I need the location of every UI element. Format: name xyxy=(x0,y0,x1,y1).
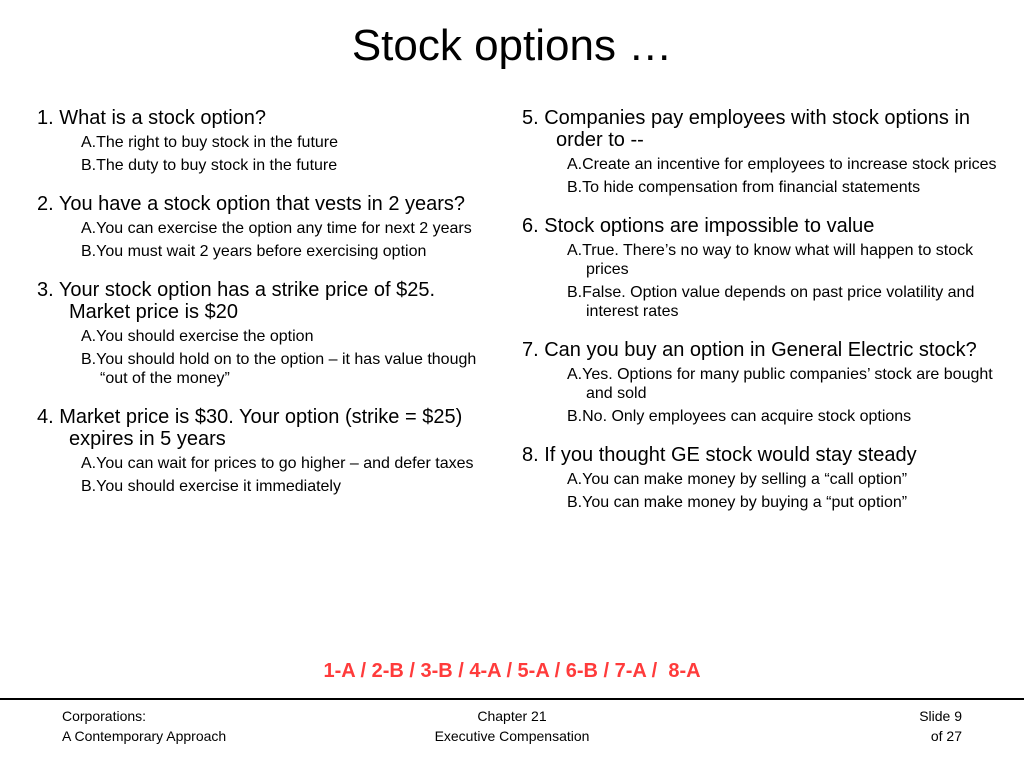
option-a: A.Yes. Options for many public companies’ stock are bought and sold xyxy=(567,366,993,402)
question-text: 5. Companies pay employees with stock options in order to -- xyxy=(522,107,971,151)
option-b: B.The duty to buy stock in the future xyxy=(81,157,338,174)
option-b: B.False. Option value depends on past price volatility and interest rates xyxy=(567,284,975,320)
question-text: 3. Your stock option has a strike price of $25. Market price is $20 xyxy=(37,279,436,323)
option-a: A.You should exercise the option xyxy=(81,328,314,345)
footer-divider xyxy=(0,698,1024,700)
footer-slide-line1: Slide 9 xyxy=(919,708,962,724)
question-text: 7. Can you buy an option in General Electric stock? xyxy=(522,339,977,361)
option-b: B.You can make money by buying a “put option” xyxy=(567,494,908,511)
footer-slide-line2: of 27 xyxy=(930,728,962,744)
question-7 xyxy=(522,339,1002,426)
footer-chapter-line1: Chapter 21 xyxy=(477,708,547,724)
slide-title: Stock options … xyxy=(351,21,673,70)
option-a: A.You can make money by selling a “call option” xyxy=(567,471,908,488)
option-b: B.You should exercise it immediately xyxy=(81,478,341,495)
question-3 xyxy=(37,279,477,388)
option-b: B.To hide compensation from financial statements xyxy=(567,179,921,196)
question-text: 4. Market price is $30. Your option (strike = $25) expires in 5 years xyxy=(37,406,463,450)
question-8 xyxy=(522,444,1002,512)
left-question-column xyxy=(37,107,477,514)
question-4 xyxy=(37,406,477,496)
option-a: A.The right to buy stock in the future xyxy=(81,134,339,151)
option-b: B.No. Only employees can acquire stock options xyxy=(567,408,912,425)
footer-course-line1: Corporations: xyxy=(62,708,147,724)
question-text: 8. If you thought GE stock would stay steady xyxy=(522,444,917,466)
question-text: 2. You have a stock option that vests in 2 years? xyxy=(37,193,466,215)
footer-chapter xyxy=(362,706,662,746)
answer-key: 1-A / 2-B / 3-B / 4-A / 5-A / 6-B / 7-A / 8-A xyxy=(323,660,701,682)
question-text: 1. What is a stock option? xyxy=(37,107,267,129)
question-text: 6. Stock options are impossible to value xyxy=(522,215,875,237)
option-a: A.Create an incentive for employees to increase stock prices xyxy=(567,156,997,173)
question-2 xyxy=(37,193,477,261)
option-a: A.You can wait for prices to go higher – and defer taxes xyxy=(81,455,474,472)
footer-course xyxy=(62,706,226,746)
option-b: B.You must wait 2 years before exercising option xyxy=(81,243,427,260)
option-a: A.True. There’s no way to know what will happen to stock prices xyxy=(567,242,974,278)
footer-course-line2: A Contemporary Approach xyxy=(62,728,227,744)
footer-chapter-line2: Executive Compensation xyxy=(434,728,590,744)
option-b: B.You should hold on to the option – it has value though “out of the money” xyxy=(81,351,477,387)
footer-slide-number xyxy=(919,706,962,746)
question-5 xyxy=(522,107,1002,197)
question-6 xyxy=(522,215,1002,321)
option-a: A.You can exercise the option any time for next 2 years xyxy=(81,220,472,237)
right-question-column xyxy=(522,107,1002,530)
question-1 xyxy=(37,107,477,175)
